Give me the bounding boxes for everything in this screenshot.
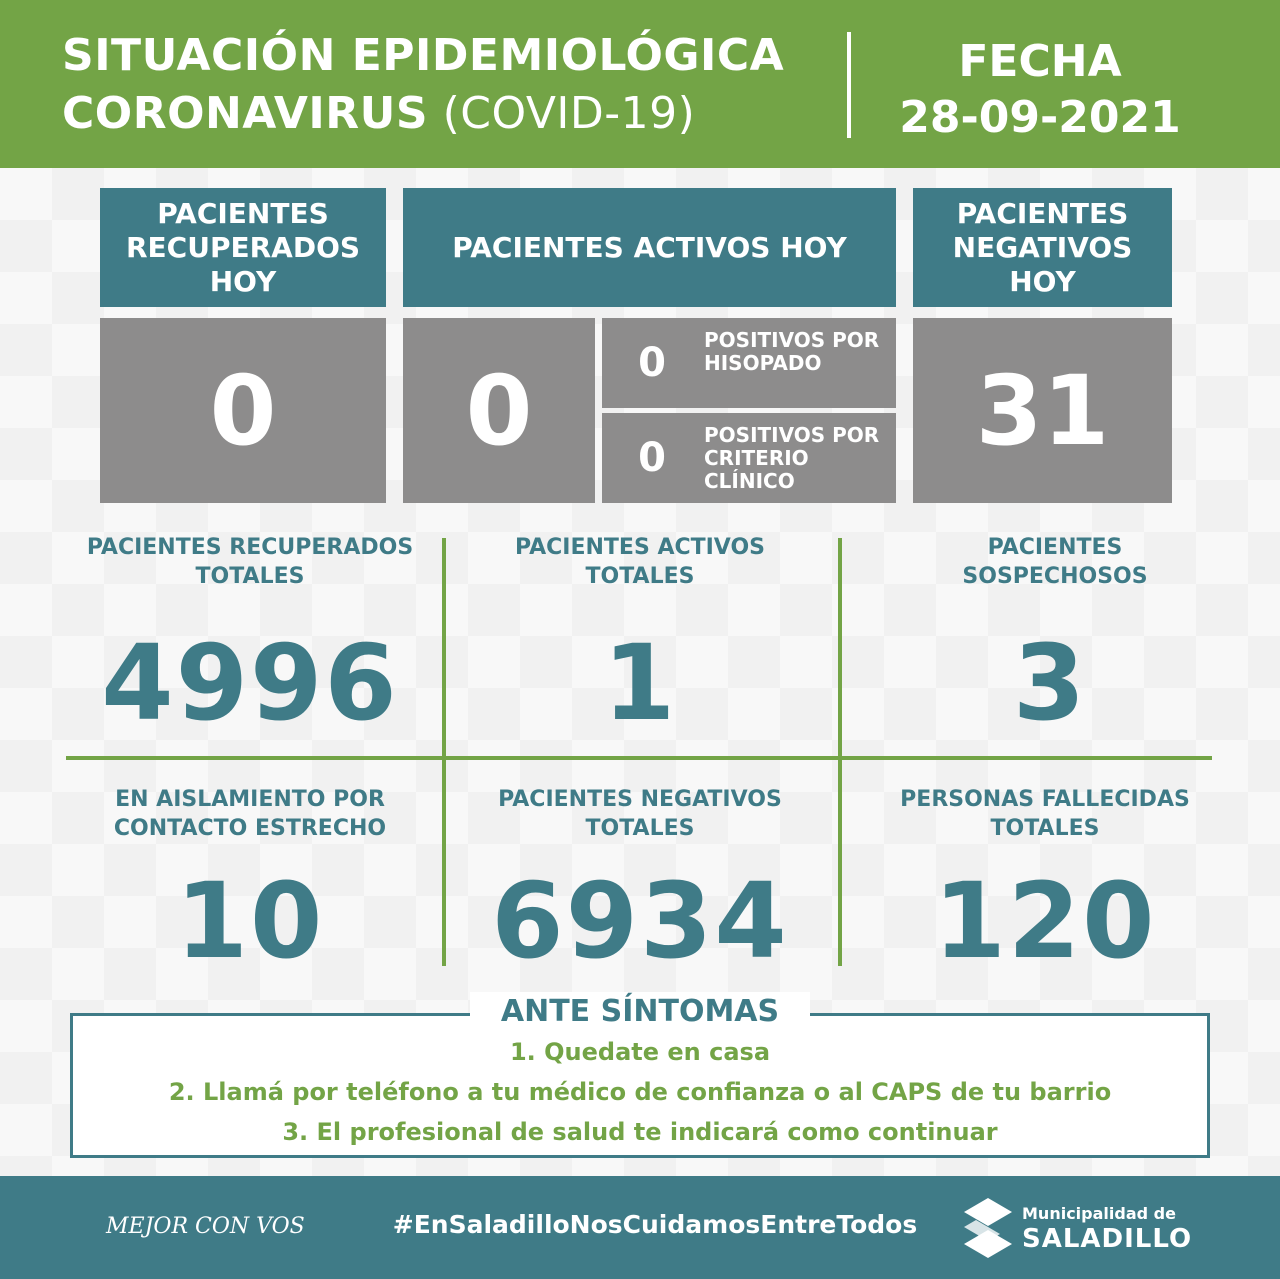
symptom-item-3: 3. El profesional de salud te indicará como continuar: [282, 1118, 998, 1146]
saladillo-logo-icon: [962, 1196, 1014, 1260]
hisopado-box: [602, 318, 896, 408]
header-divider: [847, 32, 851, 138]
negativos-hoy-header: [913, 188, 1172, 307]
activos-hoy-header: [403, 188, 896, 307]
title-coronavirus: CORONAVIRUS: [62, 88, 429, 139]
negativos-totales-label: PACIENTES NEGATIVOS TOTALES: [498, 787, 782, 841]
grid-vertical-line-left: [442, 538, 446, 966]
negativos-hoy-value: 31: [975, 354, 1110, 467]
activos-totales-value: 1: [602, 622, 678, 744]
footer-banner: [0, 1176, 1280, 1279]
recuperados-hoy-value: 0: [209, 354, 277, 467]
sospechosos-label: PACIENTES SOSPECHOSOS: [962, 535, 1148, 589]
fallecidas-label: PERSONAS FALLECIDAS TOTALES: [900, 787, 1190, 841]
symptom-item-2: 2. Llamá por teléfono a tu médico de confianza o al CAPS de tu barrio: [168, 1078, 1112, 1106]
sospechosos-value: 3: [1012, 622, 1088, 744]
symptom-item-1: 1. Quedate en casa: [509, 1038, 771, 1066]
activos-hoy-label: PACIENTES ACTIVOS HOY: [452, 230, 847, 264]
page-title-line1: SITUACIÓN EPIDEMIOLÓGICA: [62, 30, 785, 81]
recuperados-totales-value: 4996: [101, 622, 399, 744]
aislamiento-label: EN AISLAMIENTO POR CONTACTO ESTRECHO: [113, 787, 387, 841]
date-value: 28-09-2021: [899, 92, 1181, 143]
fallecidas-value: 120: [933, 860, 1157, 982]
aislamiento-value: 10: [175, 860, 325, 982]
criterio-box: [602, 413, 896, 503]
negativos-totales-value: 6934: [491, 860, 789, 982]
symptoms-title: ANTE SÍNTOMAS: [470, 992, 810, 1032]
footer-slogan: MEJOR CON VOS: [106, 1214, 305, 1239]
hisopado-label: POSITIVOS POR HISOPADO: [704, 328, 880, 375]
activos-hoy-box: [403, 318, 595, 503]
criterio-label: POSITIVOS POR CRITERIO CLÍNICO: [704, 423, 880, 493]
grid-horizontal-line: [66, 756, 1212, 760]
recuperados-hoy-box: [100, 318, 386, 503]
hisopado-value: 0: [638, 340, 666, 386]
negativos-hoy-box: [913, 318, 1172, 503]
recuperados-hoy-label: PACIENTES RECUPERADOS HOY: [125, 196, 361, 298]
page-title-line2: [62, 88, 695, 139]
activos-hoy-value: 0: [465, 354, 533, 467]
footer-logo-top-text: Municipalidad de: [1022, 1204, 1176, 1223]
header-banner: [0, 0, 1280, 168]
recuperados-hoy-header: [100, 188, 386, 307]
criterio-value: 0: [638, 435, 666, 481]
footer-hashtag: #EnSaladilloNosCuidamosEntreTodos: [392, 1210, 918, 1239]
date-label: FECHA: [958, 36, 1122, 87]
grid-vertical-line-right: [838, 538, 842, 966]
title-covid: (COVID-19): [428, 88, 696, 139]
recuperados-totales-label: PACIENTES RECUPERADOS TOTALES: [86, 535, 414, 589]
negativos-hoy-label: PACIENTES NEGATIVOS HOY: [952, 196, 1133, 298]
footer-logo-bottom-text: SALADILLO: [1022, 1224, 1193, 1254]
activos-totales-label: PACIENTES ACTIVOS TOTALES: [515, 535, 765, 589]
